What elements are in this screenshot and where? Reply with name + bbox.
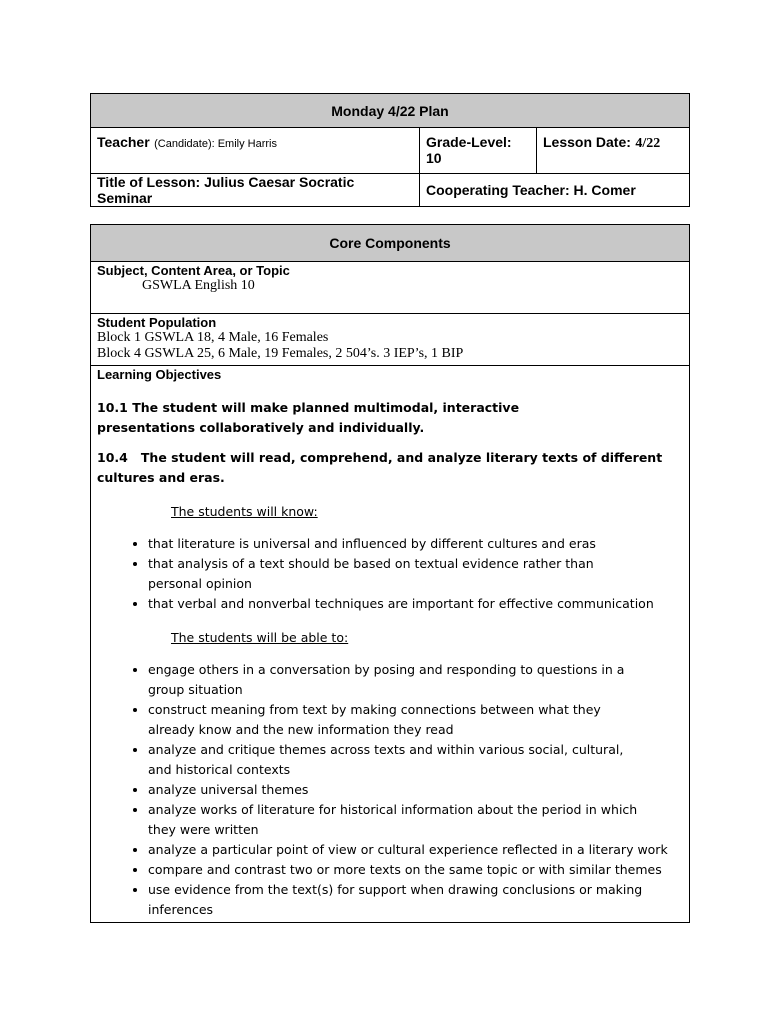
able-heading: The students will be able to: [171,630,349,645]
population-cell [91,314,690,366]
plan-table [90,93,690,207]
plan-title: Monday 4/22 Plan [91,94,690,128]
teacher-cell [91,128,420,174]
objective-10-4: 10.4 The student will read, comprehend, and analyze literary texts of different cultures and eras. [97,450,667,485]
population-label: Student Population [97,315,217,330]
teacher-candidate: (Candidate): Emily Harris [154,138,277,150]
lesson-title: Title of Lesson: Julius Caesar Socratic Seminar [91,174,420,207]
teacher-label: Teacher [97,134,150,150]
subject-value: GSWLA English 10 [142,278,255,293]
able-list [97,660,683,920]
know-heading: The students will know: [171,504,318,519]
subject-cell [91,262,690,314]
list-item: • analyze and critique themes across texts and within various social, cultural, and historical contexts [148,740,648,780]
objectives-label: Learning Objectives [97,367,222,382]
list-item: • construct meaning from text by making connections between what they already know and the new information they read [148,700,648,740]
list-item: • that verbal and nonverbal techniques are important for effective communication [148,594,683,614]
grade-value: 10 [426,150,442,166]
lesson-date-label: Lesson Date: [543,134,631,150]
lesson-date-cell [537,128,690,174]
list-item: • that literature is universal and influenced by different cultures and eras [148,534,683,554]
objectives-cell [91,366,690,923]
core-table [90,224,690,923]
list-item: • analyze a particular point of view or cultural experience reflected in a literary work [148,840,683,860]
population-line: Block 4 GSWLA 25, 6 Male, 19 Females, 2 504’s. 3 IEP’s, 1 BIP [97,346,464,361]
list-item: • analyze works of literature for historical information about the period in which they were written [148,800,648,840]
list-item: • use evidence from the text(s) for support when drawing conclusions or making inferences [148,880,648,920]
lesson-date-value: 4/22 [635,136,661,151]
list-item: • compare and contrast two or more texts on the same topic or with similar themes [148,860,683,880]
list-item: • analyze universal themes [148,780,683,800]
population-line: Block 1 GSWLA 18, 4 Male, 16 Females [97,330,329,345]
list-item: • that analysis of a text should be based on textual evidence rather than personal opinion [148,554,638,594]
cooperating-teacher: Cooperating Teacher: H. Comer [420,174,690,207]
know-list [97,534,683,614]
grade-cell [420,128,537,174]
core-title: Core Components [91,225,690,262]
objective-10-1: 10.1 The student will make planned multimodal, interactive presentations collaboratively and individually. [97,400,520,435]
grade-label: Grade-Level: [426,134,512,150]
list-item: • engage others in a conversation by posing and responding to questions in a group situation [148,660,648,700]
subject-label: Subject, Content Area, or Topic [97,263,290,278]
